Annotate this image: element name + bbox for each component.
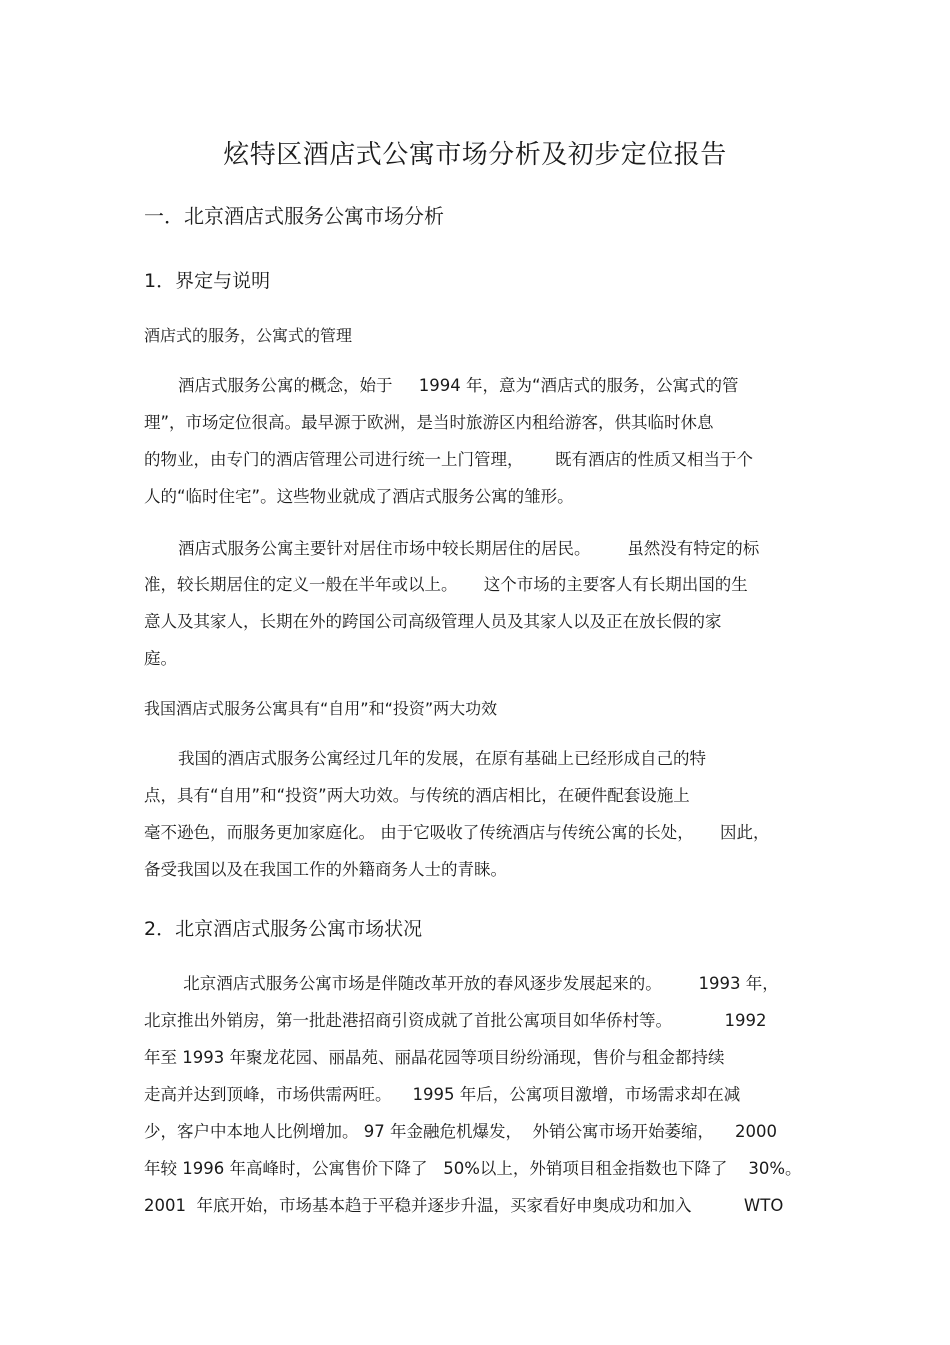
paragraph-line: 理”，市场定位很高。最早源于欧洲，是当时旅游区内租给游客，供其临时休息 <box>144 413 714 432</box>
paragraph-line: 少，客户中本地人比例增加。 97 年金融危机爆发， 外销公寓市场开始萎缩， 2000 <box>144 1122 777 1141</box>
paragraph-line: 酒店式服务公寓的概念，始于 1994 年，意为“酒店式的服务，公寓式的管 <box>178 376 739 395</box>
paragraph-line: 年至 1993 年聚龙花园、丽晶苑、丽晶花园等项目纷纷涌现，售价与租金都持续 <box>144 1048 725 1067</box>
paragraph-line: 的物业，由专门的酒店管理公司进行统一上门管理， 既有酒店的性质又相当于个 <box>144 450 753 469</box>
paragraph-line: 意人及其家人，长期在外的跨国公司高级管理人员及其家人以及正在放长假的家 <box>144 612 722 631</box>
paragraph-line: 年较 1996 年高峰时，公寓售价下降了 50%以上，外销项目租金指数也下降了 30%。 <box>144 1159 802 1178</box>
paragraph-line: 酒店式服务公寓主要针对居住市场中较长期居住的居民。 虽然没有特定的标 <box>178 539 760 558</box>
subsection-heading: 2．北京酒店式服务公寓市场状况 <box>144 918 423 940</box>
paragraph-line: 北京酒店式服务公寓市场是伴随改革开放的春风逐步发展起来的。 1993 年， <box>178 974 779 993</box>
paragraph-line: 北京推出外销房，第一批赴港招商引资成就了首批公寓项目如华侨村等。 1992 <box>144 1011 767 1030</box>
paragraph-line: 备受我国以及在我国工作的外籍商务人士的青睐。 <box>144 860 507 879</box>
paragraph-subtitle: 酒店式的服务，公寓式的管理 <box>144 326 353 345</box>
paragraph-line: 毫不逊色，而服务更加家庭化。 由于它吸收了传统酒店与传统公寓的长处， 因此， <box>144 823 770 842</box>
paragraph-line: 点，具有“自用”和“投资”两大功效。与传统的酒店相比，在硬件配套设施上 <box>144 786 690 805</box>
document-title: 炫特区酒店式公寓市场分析及初步定位报告 <box>223 140 727 170</box>
paragraph-line: 2001 年底开始，市场基本趋于平稳并逐步升温，买家看好申奥成功和加入 WTO <box>144 1196 784 1215</box>
paragraph-line: 我国的酒店式服务公寓经过几年的发展，在原有基础上已经形成自己的特 <box>178 749 706 768</box>
section-heading: 一．北京酒店式服务公寓市场分析 <box>144 204 444 228</box>
paragraph-line: 准，较长期居住的定义一般在半年或以上。 这个市场的主要客人有长期出国的生 <box>144 575 748 594</box>
subsection-heading: 1．界定与说明 <box>144 270 271 292</box>
paragraph-line: 庭。 <box>144 649 177 668</box>
paragraph-line: 走高并达到顶峰，市场供需两旺。 1995 年后，公寓项目激增，市场需求却在减 <box>144 1085 741 1104</box>
paragraph-line: 人的“临时住宅”。这些物业就成了酒店式服务公寓的雏形。 <box>144 487 574 506</box>
paragraph-subtitle: 我国酒店式服务公寓具有“自用”和“投资”两大功效 <box>144 699 498 718</box>
